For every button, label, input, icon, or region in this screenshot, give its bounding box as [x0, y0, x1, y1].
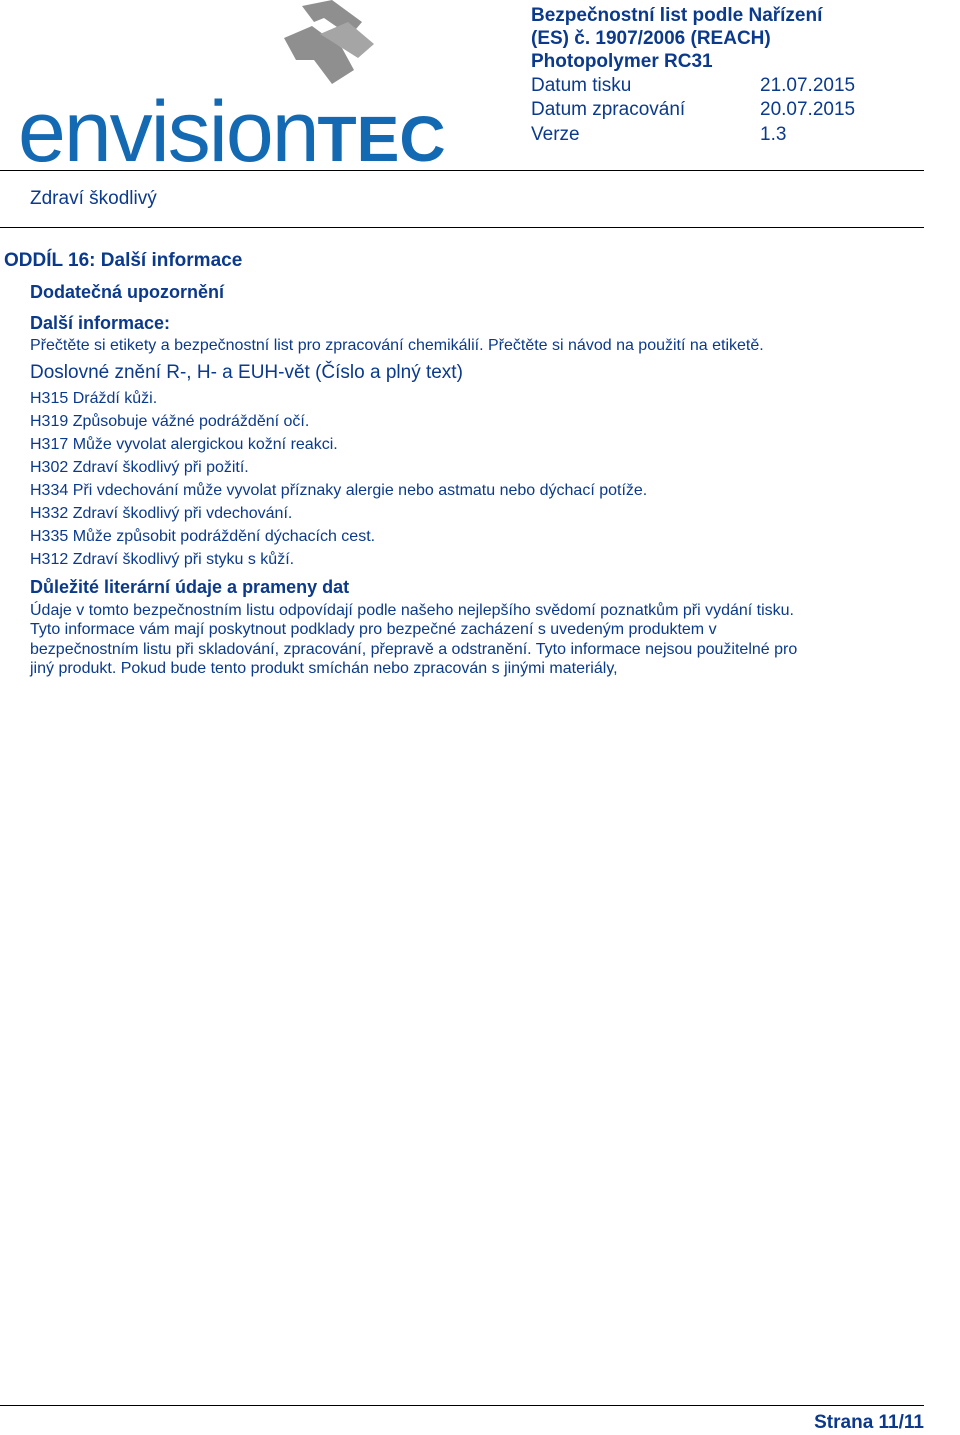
phrase-h335: H335 Může způsobit podráždění dýchacích cest.	[30, 528, 376, 545]
logo-suffix: TEC	[317, 103, 446, 175]
phrase-h312: H312 Zdraví škodlivý při styku s kůží.	[30, 551, 295, 568]
phrase-h315: H315 Dráždí kůži.	[30, 390, 158, 407]
document-title-line1: Bezpečnostní list podle Nařízení	[531, 5, 823, 26]
sources-line-1: Údaje v tomto bezpečnostním listu odpovídají podle našeho nejlepšího svědomí poznatkům při vydání tisku.	[30, 602, 794, 619]
further-info-heading: Další informace:	[30, 313, 171, 333]
revision-date-value: 20.07.2015	[760, 99, 856, 120]
header-divider	[0, 170, 924, 171]
document-title-line2: (ES) č. 1907/2006 (REACH)	[531, 28, 771, 49]
product-name: Photopolymer RC31	[531, 51, 713, 72]
hazard-label: Zdraví škodlivý	[30, 188, 157, 209]
version-label: Verze	[531, 124, 580, 145]
logo-wordmark	[18, 84, 446, 180]
print-date-value: 21.07.2015	[760, 75, 856, 96]
phrase-h332: H332 Zdraví škodlivý při vdechování.	[30, 505, 293, 522]
logo-mark-icon	[262, 0, 382, 96]
revision-date-label: Datum zpracování	[531, 99, 686, 120]
phrases-heading: Doslovné znění R-, H- a EUH-vět (Číslo a plný text)	[30, 362, 463, 383]
logo-main: envision	[18, 84, 318, 180]
hazard-divider	[0, 227, 924, 228]
page-number: Strana 11/11	[814, 1412, 924, 1433]
section-heading: ODDÍL 16: Další informace	[4, 250, 243, 271]
sources-line-2: Tyto informace vám mají poskytnout podklady pro bezpečné zacházení s uvedeným produktem v	[30, 621, 717, 638]
sources-line-4: jiný produkt. Pokud bude tento produkt smíchán nebo zpracován s jinými materiály,	[30, 660, 618, 677]
further-info-text: Přečtěte si etikety a bezpečnostní list pro zpracování chemikálií. Přečtěte si návod na použití na etiketě.	[30, 337, 764, 354]
phrase-h302: H302 Zdraví škodlivý při požití.	[30, 459, 249, 476]
print-date-label: Datum tisku	[531, 75, 632, 96]
footer-divider	[0, 1405, 924, 1406]
phrase-h334: H334 Při vdechování může vyvolat příznaky alergie nebo astmatu nebo dýchací potíže.	[30, 482, 648, 499]
additional-warnings-heading: Dodatečná upozornění	[30, 282, 225, 302]
company-logo	[0, 0, 470, 180]
phrase-h317: H317 Může vyvolat alergickou kožní reakci.	[30, 436, 338, 453]
version-value: 1.3	[760, 124, 787, 145]
phrase-h319: H319 Způsobuje vážné podráždění očí.	[30, 413, 310, 430]
sources-heading: Důležité literární údaje a prameny dat	[30, 577, 350, 597]
sources-line-3: bezpečnostním listu při skladování, zpracování, přepravě a odstranění. Tyto informace nejsou použitelné pro	[30, 641, 798, 658]
